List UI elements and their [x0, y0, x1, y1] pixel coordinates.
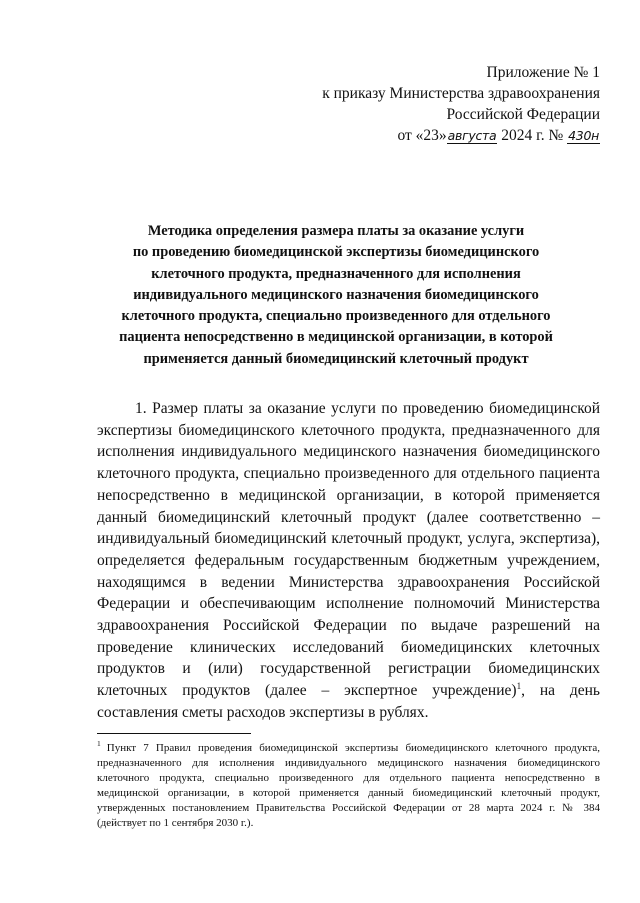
date-year: 2024 г. № [501, 127, 564, 144]
title-line: по проведению биомедицинской экспертизы биомедицинского [132, 244, 540, 261]
title-line: пациента непосредственно в медицинской организации, в которой [119, 329, 553, 346]
paragraph-1 [97, 398, 600, 724]
title-line: Методика определения размера платы за оказание услуги [147, 223, 525, 239]
footnote-text: Пункт 7 Правил проведения биомедицинской экспертизы биомедицинского клеточного продукта, предназначенного для исполнения индивидуального медицинского назначения биомедицинского клеточного продукта, специально произведенного для отдельного пациента непосредственно в медицинской организации, в которой применяется данный биомедицинский клеточный продукт, утвержденных постановлением Правительства Российской Федерации от 28 марта 2024 г. № 384 (действует по 1 сентября 2030 г.). [97, 742, 600, 830]
handwritten-order-number: 430н [568, 128, 599, 143]
footnote-divider [97, 733, 251, 734]
order-date-line [322, 125, 600, 146]
title-line: индивидуального медицинского назначения биомедицинского [133, 286, 539, 303]
title-line: клеточного продукта, специально произведенного для отдельного [121, 308, 551, 325]
title-line: клеточного продукта, предназначенного для исполнения [151, 265, 521, 282]
paragraph-1-text: 1. Размер платы за оказание услуги по проведению биомедицинской экспертизы биомедицинского клеточного продукта, предназначенного для исполнения индивидуального медицинского назначения биомедицинского клеточного продукта, специально произведенного для отдельного пациента непосредственно в медицинской организации, в которой применяется данный биомедицинский клеточный продукт (далее соответственно – индивидуальный биомедицинский клеточный продукт, услуга, экспертиза), определяется федеральным государственным бюджетным учреждением, находящимся в ведении Министерства здравоохранения Российской Федерации и обеспечивающим исполнение полномочий Министерства здравоохранения Российской Федерации по выдаче разрешений на проведение клинических исследований биомедицинских клеточных продуктов и (или) государственной регистрации биомедицинских клеточных продуктов (далее – экспертное учреждение) [97, 400, 600, 700]
appendix-header [322, 62, 600, 146]
footnote-reference: 1 [516, 680, 522, 691]
paragraph-1-ending: , на день составления сметы расходов экспертизы в рублях. [97, 682, 601, 721]
ministry-country: Российской Федерации [446, 106, 600, 123]
date-prefix: от «23» [397, 127, 447, 144]
appendix-number: Приложение № 1 [486, 64, 600, 81]
footnote-marker: 1 [97, 739, 101, 749]
handwritten-month: августа [447, 128, 497, 143]
title-line: применяется данный биомедицинский клеточный продукт [143, 350, 529, 367]
footnote [97, 741, 600, 832]
order-reference: к приказу Министерства здравоохранения [322, 85, 600, 102]
document-title [96, 221, 576, 370]
